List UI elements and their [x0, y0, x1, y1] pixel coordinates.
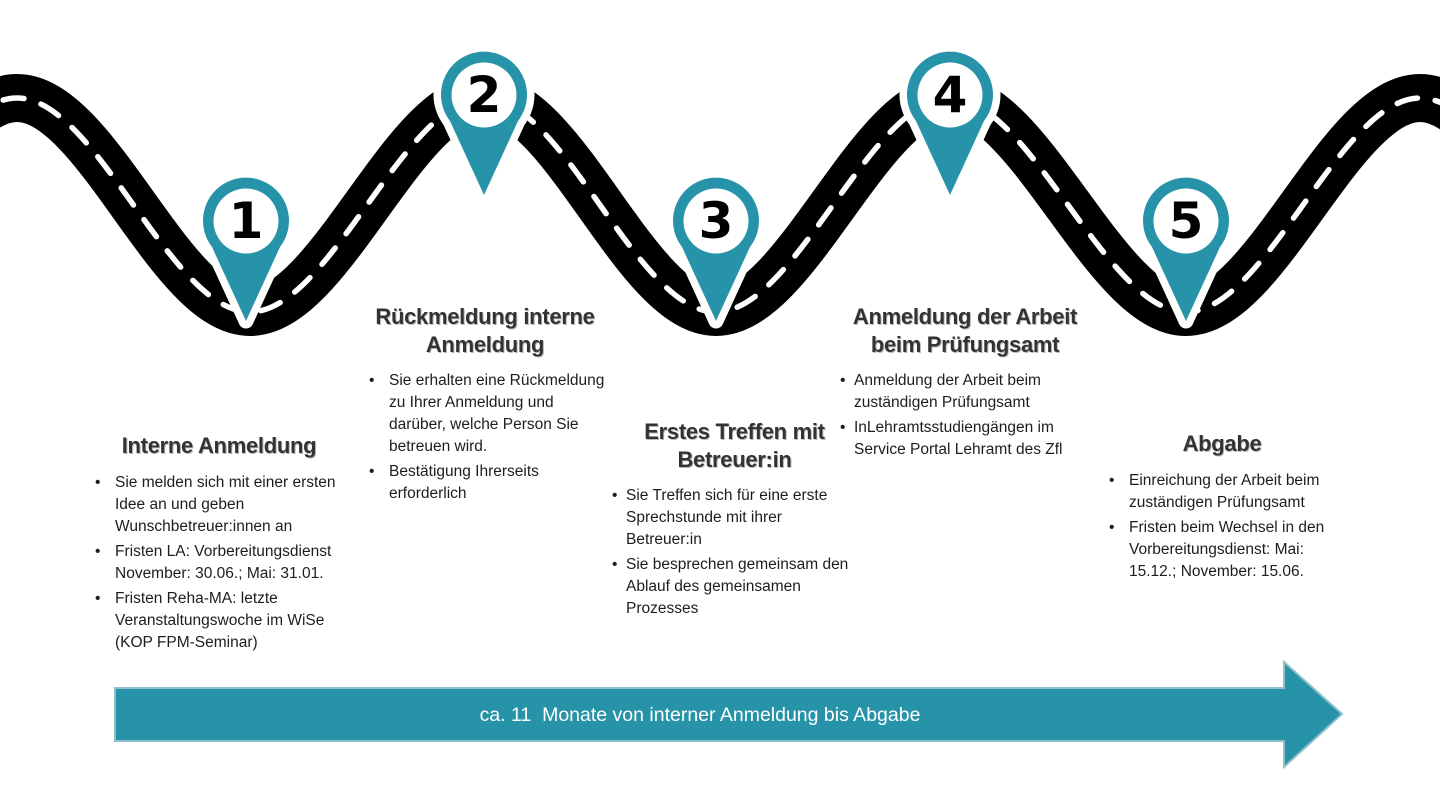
bullet-item: • Sie Treffen sich für eine erste Sprechstunde mit ihrer Betreuer:in	[612, 485, 857, 551]
pin-5-number: 5	[1168, 192, 1204, 250]
bullet-item: • Einreichung der Arbeit beim zuständigen Prüfungsamt	[1102, 470, 1342, 514]
step-4-title: Anmeldung der Arbeit beim Prüfungsamt	[852, 304, 1078, 357]
pin-3-number: 3	[698, 192, 734, 250]
step-3-bullets	[612, 485, 857, 620]
step-3-block	[612, 418, 857, 623]
pin-1-number: 1	[228, 192, 264, 250]
pin-4-number: 4	[932, 66, 968, 124]
step-2-block	[362, 303, 608, 508]
milestone-pin-2	[441, 52, 527, 195]
step-5-block	[1102, 430, 1342, 586]
step-5-bullets	[1102, 470, 1342, 583]
bullet-item: • Sie melden sich mit einer ersten Idee an und geben Wunschbetreuer:innen an	[88, 472, 350, 538]
bullet-item: • Sie besprechen gemeinsam den Ablauf des gemeinsamen Prozesses	[612, 554, 857, 620]
bullet-item: • InLehramtsstudiengängen im Service Portal Lehramt des Zfl	[840, 417, 1090, 461]
timeline-arrow-label: ca. 11 Monate von interner Anmeldung bis Abgabe	[479, 704, 921, 726]
step-5-title: Abgabe	[1182, 431, 1262, 456]
bullet-item: • Fristen Reha-MA: letzte Veranstaltungswoche im WiSe (KOP FPM-Seminar)	[88, 588, 350, 654]
step-1-title: Interne Anmeldung	[121, 433, 317, 458]
step-4-bullets	[840, 370, 1090, 461]
step-2-bullets	[362, 370, 608, 505]
pin-2-number: 2	[466, 66, 502, 124]
step-1-bullets	[88, 472, 350, 654]
step-3-title: Erstes Treffen mit Betreuer:in	[644, 419, 825, 472]
bullet-item: • Bestätigung Ihrerseits erforderlich	[362, 461, 608, 505]
milestone-pin-4	[907, 52, 993, 195]
step-1-block	[88, 432, 350, 657]
step-4-block	[840, 303, 1090, 464]
bullet-item: • Anmeldung der Arbeit beim zuständigen Prüfungsamt	[840, 370, 1090, 414]
bullet-item: • Fristen LA: Vorbereitungsdienst November: 30.06.; Mai: 31.01.	[88, 541, 350, 585]
step-2-title: Rückmeldung interne Anmeldung	[375, 304, 595, 357]
bullet-item: • Fristen beim Wechsel in den Vorbereitungsdienst: Mai: 15.12.; November: 15.06.	[1102, 517, 1342, 583]
bullet-item: • Sie erhalten eine Rückmeldung zu Ihrer Anmeldung und darüber, welche Person Sie betreuen wird.	[362, 370, 608, 458]
